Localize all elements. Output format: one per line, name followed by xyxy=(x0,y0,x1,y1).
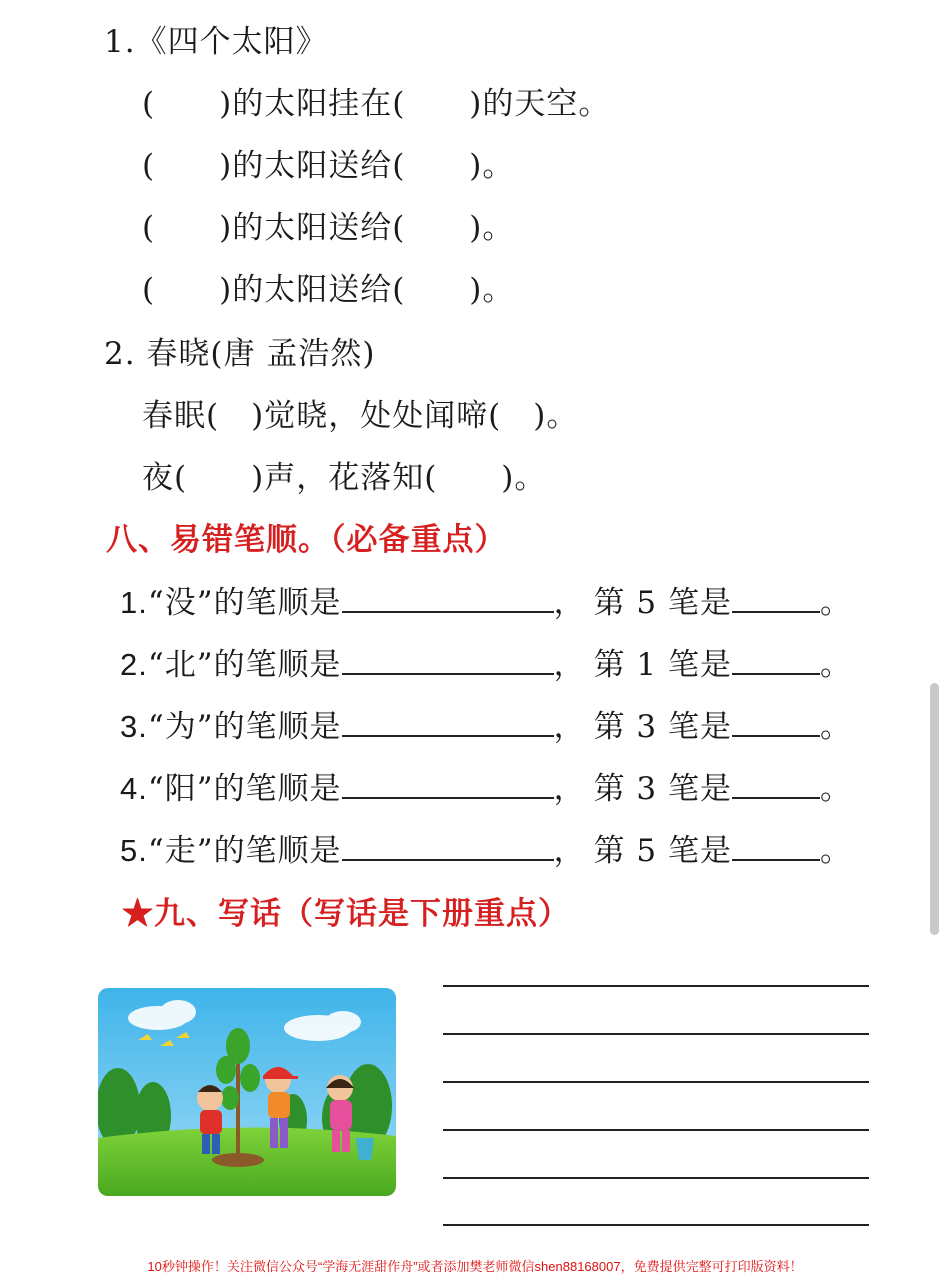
answer-blank-stroke[interactable] xyxy=(732,733,820,737)
item-text: 的笔顺是 xyxy=(213,833,342,869)
item-char: “为” xyxy=(147,709,214,745)
poem2-line-2: 夜( )声，花落知( )。 xyxy=(142,460,547,496)
item-sep: ， xyxy=(553,709,586,745)
writing-line-4[interactable] xyxy=(443,1129,869,1131)
poem2-line-1: 春眠( )觉晓，处处闻啼( )。 xyxy=(142,398,579,434)
stroke-item-5 xyxy=(120,825,852,870)
poem2-title: 2. 春晓(唐 孟浩然) xyxy=(104,336,376,372)
item-text: 的笔顺是 xyxy=(213,709,342,745)
item-end: 。 xyxy=(820,771,852,807)
writing-line-5[interactable] xyxy=(443,1177,869,1179)
item-sep: ， xyxy=(553,647,586,683)
item-text: 的笔顺是 xyxy=(213,585,342,621)
stroke-item-2 xyxy=(120,639,852,684)
answer-blank-order[interactable] xyxy=(342,609,554,613)
item-sep: ， xyxy=(553,771,586,807)
poem1-line-3: ( )的太阳送给( )。 xyxy=(142,210,515,246)
item-sep: ， xyxy=(553,585,586,621)
answer-blank-stroke[interactable] xyxy=(732,609,820,613)
illustration-svg xyxy=(98,988,396,1196)
poem1-line-4: ( )的太阳送给( )。 xyxy=(142,272,515,308)
answer-blank-order[interactable] xyxy=(342,733,554,737)
item-text: 的笔顺是 xyxy=(213,771,342,807)
item-number: 4. xyxy=(120,771,148,806)
item-stroke-label: 第 1 笔是 xyxy=(593,647,732,683)
footer-notice: 10秒钟操作！关注微信公众号“学海无涯甜作舟”或者添加樊老师微信shen88168007，免费提供完整可打印版资料！ xyxy=(147,1259,803,1274)
item-number: 5. xyxy=(120,833,148,868)
answer-blank-order[interactable] xyxy=(342,671,554,675)
item-text: 的笔顺是 xyxy=(213,647,342,683)
item-number: 2. xyxy=(120,647,148,682)
item-char: “没” xyxy=(147,585,214,621)
answer-blank-stroke[interactable] xyxy=(732,795,820,799)
stroke-item-1 xyxy=(120,577,852,622)
item-end: 。 xyxy=(820,709,852,745)
item-char: “阳” xyxy=(147,771,214,807)
item-char: “走” xyxy=(147,833,214,869)
section-9-heading: ★九、写话（写话是下册重点） xyxy=(122,896,570,932)
scrollbar-thumb[interactable] xyxy=(930,683,939,935)
writing-line-6[interactable] xyxy=(443,1224,869,1226)
item-stroke-label: 第 3 笔是 xyxy=(593,709,732,745)
item-end: 。 xyxy=(820,833,852,869)
stroke-item-3 xyxy=(120,701,852,746)
answer-blank-stroke[interactable] xyxy=(732,671,820,675)
answer-blank-stroke[interactable] xyxy=(732,857,820,861)
writing-line-2[interactable] xyxy=(443,1033,869,1035)
answer-blank-order[interactable] xyxy=(342,857,554,861)
answer-blank-order[interactable] xyxy=(342,795,554,799)
item-number: 1. xyxy=(120,585,148,620)
stroke-item-4 xyxy=(120,763,852,808)
section-8-heading: 八、易错笔顺。（必备重点） xyxy=(106,522,507,558)
poem1-line-2: ( )的太阳送给( )。 xyxy=(142,148,515,184)
item-char: “北” xyxy=(147,647,214,683)
tree-planting-illustration xyxy=(98,988,396,1196)
item-number: 3. xyxy=(120,709,148,744)
item-stroke-label: 第 5 笔是 xyxy=(593,833,732,869)
writing-line-1[interactable] xyxy=(443,985,869,987)
item-stroke-label: 第 5 笔是 xyxy=(593,585,732,621)
poem1-line-1: ( )的太阳挂在( )的天空。 xyxy=(142,86,611,122)
item-stroke-label: 第 3 笔是 xyxy=(593,771,732,807)
item-end: 。 xyxy=(820,585,852,621)
writing-line-3[interactable] xyxy=(443,1081,869,1083)
item-sep: ， xyxy=(553,833,586,869)
item-end: 。 xyxy=(820,647,852,683)
poem1-title: 1.《四个太阳》 xyxy=(104,24,328,60)
